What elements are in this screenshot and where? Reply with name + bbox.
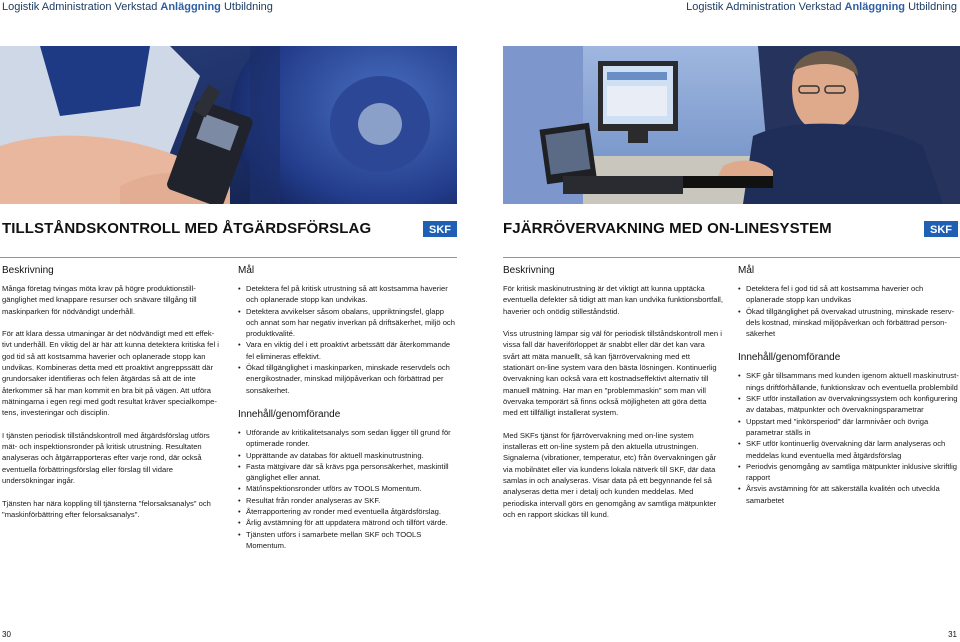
content-list — [738, 370, 960, 506]
divider — [503, 257, 960, 258]
nav-item-administration[interactable]: Administration — [725, 1, 796, 13]
list-item: • Detektera avvikelser såsom obalans, uppriktningsfel, glapp och annat som har negativ inverkan på driftsäkerhet, miljö och produktkvalité. — [238, 306, 458, 340]
list-item: • Årsvis avstämning för att säkerställa kvalitén och utveckla samarbetet — [738, 483, 960, 506]
content-list — [238, 427, 458, 551]
page-title: FJÄRRÖVERVAKNING MED ON-LINESYSTEM — [503, 220, 832, 237]
list-item: • Resultat från ronder analyseras av SKF. — [238, 495, 458, 506]
list-item: • Mät/inspektionsronder utförs av TOOLS Momentum. — [238, 483, 458, 494]
nav-item-anlaggning[interactable]: Anläggning — [160, 1, 221, 13]
left-description-column — [2, 264, 220, 532]
nav-item-logistik[interactable]: Logistik — [2, 1, 40, 13]
list-item: • Uppstart med "inkörsperiod" där larmnivåer och övriga parametrar ställs in — [738, 416, 960, 439]
photo-remote-monitoring-operator — [503, 46, 960, 204]
list-item: • Tjänsten utförs i samarbete mellan SKF och TOOLS Momentum. — [238, 529, 458, 552]
nav-item-utbildning[interactable]: Utbildning — [908, 1, 957, 13]
skf-logo — [924, 221, 958, 237]
section-heading: Innehåll/genomförande — [238, 408, 341, 420]
list-item: • Utförande av kritikalitetsanalys som sedan ligger till grund för optimerade ronder. — [238, 427, 458, 450]
skf-logo — [423, 221, 457, 237]
nav-item-verkstad[interactable]: Verkstad — [114, 1, 158, 13]
list-item: • SKF utför installation av övervakningssystem och konfigurering av databas, mätpunkter och övervakningsparametrar — [738, 393, 960, 416]
list-item: • Återrapportering av ronder med eventuella åtgärdsförslag. — [238, 506, 458, 517]
list-item: • Detektera fel i god tid så att kostsamma haverier och oplanerade stopp kan undvikas — [738, 283, 960, 306]
nav-item-anlaggning[interactable]: Anläggning — [844, 1, 906, 13]
nav-item-utbildning[interactable]: Utbildning — [223, 1, 273, 13]
left-goals-column — [238, 264, 458, 551]
right-goals-column — [738, 264, 960, 506]
divider — [0, 257, 457, 258]
list-item: • Periodvis genomgång av samtliga mätpunkter inklusive skriftlig rapport — [738, 461, 960, 484]
page-number: 31 — [948, 630, 957, 639]
svg-text:SKF: SKF — [429, 224, 451, 236]
section-heading: Beskrivning — [2, 265, 54, 276]
nav-left — [2, 0, 273, 14]
paragraph: För kritisk maskinutrustning är det viktigt att kunna upptäcka eventuella defekter så tidigt att man kan undvika funktionsbortfall, haverier och onödig stilleståndstid. — [503, 284, 723, 316]
nav-item-verkstad[interactable]: Verkstad — [798, 1, 842, 13]
section-heading: Innehåll/genomförande — [738, 352, 841, 364]
paragraph: För att klara dessa utmaningar är det nödvändigt med ett effektivt underhåll. En viktig del är här att kunna detektera kritiska fel i god tid så att kostsamma haverier och oplanerade stopp kan undvikas. Kombineras detta med ett proaktivt angreppssätt där grundorsaker identifieras och felen åtgärdas så att de inte återkommer så har man kommit en bra bit på vägen. Att utföra mätningarna i egen regi med godt resultat kräver specialkompetens, investeringar och disciplin. — [2, 329, 219, 418]
list-item: • Fasta mätgivare där så krävs pga personsäkerhet, maskintill gänglighet eller annat. — [238, 461, 458, 484]
photo-measurement-device — [0, 46, 457, 204]
list-item: • Ökad tillgänglighet i maskinparken, minskade reservdels och energikostnader, minskad miljöpåverkan och förbättrad per sonsäkerhet. — [238, 362, 458, 396]
list-item: • Vara en viktig del i ett proaktivt arbetssätt där återkommande fel elimineras effektivt. — [238, 339, 458, 362]
nav-item-administration[interactable]: Administration — [41, 1, 112, 13]
section-heading: Mål — [738, 265, 755, 276]
list-item: • Ökad tillgänglighet på övervakad utrustning, minskade reservdels kostnad, minskad miljöpåverkan och förbättrad personsäkerhet — [738, 306, 960, 340]
paragraph: Viss utrustning lämpar sig väl för periodisk tillståndskontroll men i vissa fall där haveriförloppet är snabbt eller där det kan vara svårt att mäta manuellt, så kan fjärrövervakning med ett stationärt on-line system vara den bästa lösningen. Kontinuerlig övervakning kan också vara ett kostnadseffektivt alternativ till manuell mätning. Har man en "problemmaskin" som man vill övervaka temporärt så finns också möjligheten att göra detta med ett tillfälligt installerat system. — [503, 329, 722, 418]
right-description-column — [503, 264, 723, 532]
list-item: • SKF utför kontinuerlig övervakning där larm analyseras och meddelas kund eventuella med åtgärdsförslag — [738, 438, 960, 461]
nav-item-logistik[interactable]: Logistik — [686, 1, 724, 13]
paragraph: Tjänsten har nära koppling till tjänsterna "felorsaksanalys" och "maskinförbättring efter felorsaksanalys". — [2, 498, 211, 519]
paragraph: I tjänsten periodisk tillståndskontroll med åtgärdsförslag utförs mät- och inspektionsronder på kritisk utrustning. Resultaten analyseras och åtgärrapporteras efter varje rond, där också eventuella förbättringsförslag eller förslag till vidare undersökningar ingår. — [2, 430, 210, 486]
svg-text:SKF: SKF — [930, 224, 952, 236]
section-heading: Beskrivning — [503, 265, 555, 276]
section-heading: Mål — [238, 265, 255, 276]
nav-right — [686, 0, 957, 14]
goals-list — [738, 283, 960, 339]
list-item: • Upprättande av databas för aktuell maskinutrustning. — [238, 450, 458, 461]
list-item: • Årlig avstämning för att uppdatera mätrond och tillfört värde. — [238, 517, 458, 528]
page-number: 30 — [2, 630, 11, 639]
list-item: • SKF går tillsammans med kunden igenom aktuell maskinutrustnings driftförhållande, funktionskrav och eventuella problembild — [738, 370, 960, 393]
goals-list — [238, 283, 458, 396]
list-item: • Detektera fel på kritisk utrustning så att kostsamma haverier och oplanerade stopp kan undvikas. — [238, 283, 458, 306]
paragraph: Många företag tvingas möta krav på högre produktionstillgänglighet med knappare resurser och snävare tillgång till maskinparken för nödvändigt underhåll. — [2, 284, 197, 316]
paragraph: Med SKFs tjänst för fjärrövervakning med on-line system installeras ett on-line system på den aktuella utrustningen. Signalerna (vibrationer, temperatur, etc) från övervakningen går via mobilnätet eller via kundens lokala nätverk till SKF, där data samlas in och analyseras. Visar data på ett begynnande fel så analyseras detta mer i detalj och kunden meddelas. Med periodiska intervall görs en genomgång av samtliga mätpunkter och en rapport skickas till kund. — [503, 430, 717, 519]
page-title: TILLSTÅNDSKONTROLL MED ÅTGÄRDSFÖRSLAG — [2, 220, 372, 237]
